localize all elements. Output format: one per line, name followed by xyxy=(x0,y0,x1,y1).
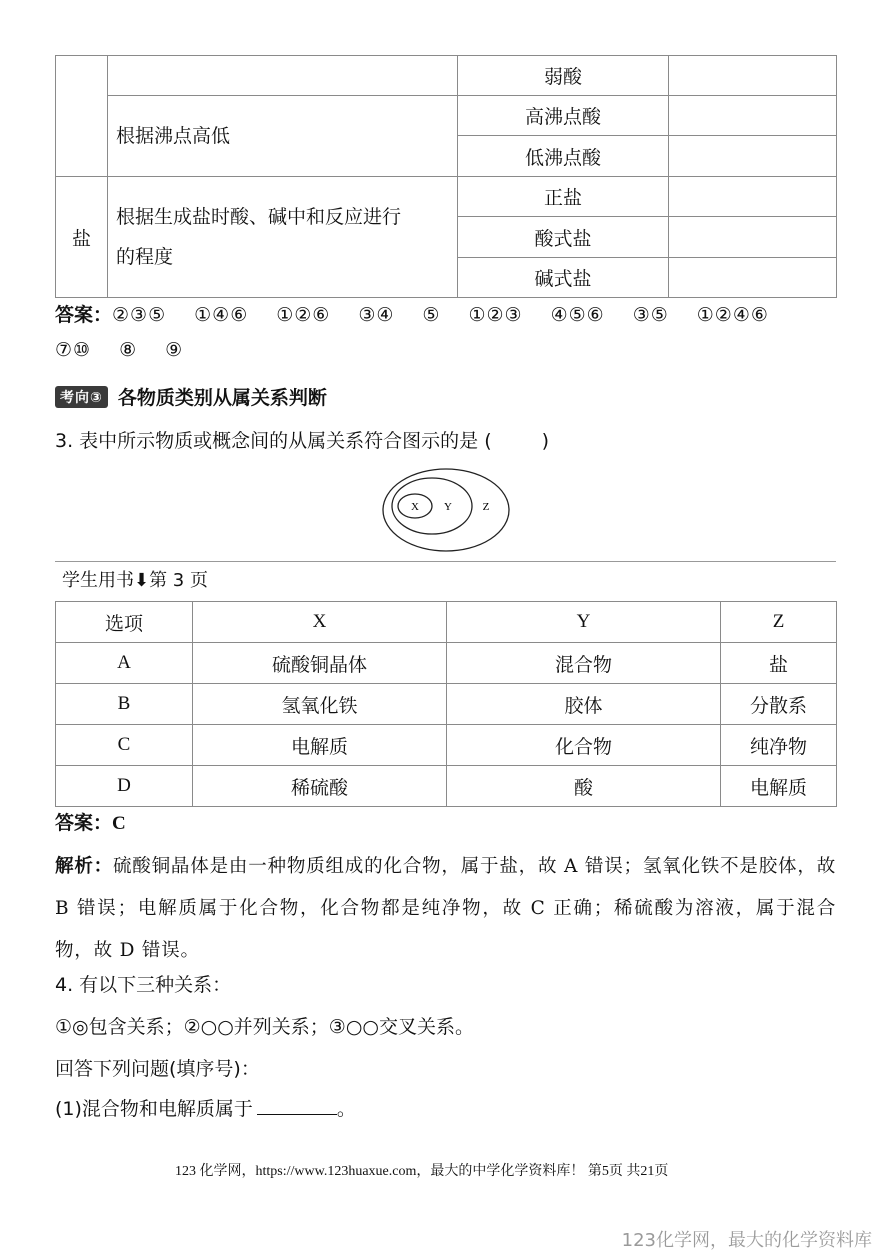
answer-code: ①②③ xyxy=(468,304,523,326)
table-row xyxy=(56,643,837,684)
basis-cell xyxy=(108,177,458,298)
category-cell-empty xyxy=(56,56,108,177)
answer-code: ⑨ xyxy=(165,339,184,361)
type-cell: 酸式盐 xyxy=(458,217,669,258)
question-3-text: 3. 表中所示物质或概念间的从属关系符合图示的是 ( xyxy=(55,430,492,452)
table-header-row xyxy=(56,602,837,643)
option-cell: D xyxy=(56,766,193,807)
basis-cell xyxy=(108,56,458,96)
book-page-note: 学生用书⬇第 3 页 xyxy=(62,570,208,591)
answer-code: ④⑤⑥ xyxy=(550,304,605,326)
answer-code: ②③⑤ xyxy=(112,304,167,326)
section-title: 各物质类别从属关系判断 xyxy=(117,387,327,409)
question-4-relations: ①◎包含关系；②○○并列关系；③○○交叉关系。 xyxy=(55,1016,474,1038)
divider-line xyxy=(55,561,836,562)
answer-code: ①②④⑥ xyxy=(696,304,769,326)
answer-value: C xyxy=(112,813,126,834)
answer-code: ③④ xyxy=(358,304,395,326)
table-row xyxy=(56,725,837,766)
z-cell: 盐 xyxy=(721,643,837,684)
z-cell: 分散系 xyxy=(721,684,837,725)
table-row xyxy=(56,766,837,807)
venn-y-label: Y xyxy=(444,501,452,513)
answer-cell xyxy=(669,177,837,217)
analysis-text: 硫酸铜晶体是由一种物质组成的化合物，属于盐，故 A 错误；氢氧化铁不是胶体，故 B 错误；电解质属于化合物，化合物都是纯净物，故 C 正确；稀硫酸为溶液，属于混合物，故 D 错误。 xyxy=(55,856,837,961)
header-cell: X xyxy=(193,602,447,643)
question-4-title: 4. 有以下三种关系： xyxy=(55,974,232,996)
question-4-part-1-text: (1)混合物和电解质属于 xyxy=(55,1098,253,1120)
question-3-paren-close: ) xyxy=(541,430,550,452)
basis-line-1: 根据生成盐时酸、碱中和反应进行 xyxy=(116,206,402,228)
answer-cell xyxy=(669,96,837,136)
analysis-paragraph xyxy=(55,846,836,972)
section-badge: 考向③ xyxy=(55,386,108,408)
question-3 xyxy=(55,426,549,453)
option-cell: A xyxy=(56,643,193,684)
section-heading xyxy=(55,383,327,410)
answer-blank[interactable] xyxy=(257,1096,337,1115)
x-cell: 稀硫酸 xyxy=(193,766,447,807)
basis-cell: 根据沸点高低 xyxy=(108,96,458,177)
answer-block-1 xyxy=(55,300,797,361)
question-4-part-1: (1)混合物和电解质属于 。 xyxy=(55,1098,356,1120)
z-cell: 电解质 xyxy=(721,766,837,807)
type-cell: 弱酸 xyxy=(458,56,669,96)
y-cell: 酸 xyxy=(447,766,721,807)
y-cell: 化合物 xyxy=(447,725,721,766)
analysis-label: 解析： xyxy=(55,856,113,877)
option-cell: C xyxy=(56,725,193,766)
answer-cell xyxy=(669,136,837,177)
answer-cell xyxy=(669,56,837,96)
answer-codes-line2 xyxy=(55,339,797,361)
answer-code: ⑦⑩ xyxy=(55,339,92,361)
options-table xyxy=(55,601,837,807)
z-cell: 纯净物 xyxy=(721,725,837,766)
answer-label: 答案： xyxy=(55,812,113,834)
header-cell: Y xyxy=(447,602,721,643)
y-cell: 混合物 xyxy=(447,643,721,684)
x-cell: 氢氧化铁 xyxy=(193,684,447,725)
answer-code: ⑧ xyxy=(119,339,138,361)
answer-label: 答案： xyxy=(55,304,113,326)
header-cell: Z xyxy=(721,602,837,643)
answer-codes xyxy=(112,304,797,326)
answer-code: ⑤ xyxy=(422,304,441,326)
option-cell: B xyxy=(56,684,193,725)
page-footer: 123 化学网，https://www.123huaxue.com，最大的中学化学资料库！ 第5页 共21页 xyxy=(175,1164,669,1179)
answer-cell xyxy=(669,258,837,298)
answer-code: ③⑤ xyxy=(632,304,669,326)
watermark: 123化学网，最大的化学资料库 xyxy=(621,1230,872,1251)
venn-x-label: X xyxy=(411,501,419,513)
basis-line-2: 的程度 xyxy=(116,246,174,268)
x-cell: 硫酸铜晶体 xyxy=(193,643,447,684)
venn-diagram xyxy=(380,466,512,554)
category-cell: 盐 xyxy=(56,177,108,298)
table-row xyxy=(56,684,837,725)
header-cell: 选项 xyxy=(56,602,193,643)
answer-cell xyxy=(669,217,837,258)
y-cell: 胶体 xyxy=(447,684,721,725)
answer-code: ①④⑥ xyxy=(194,304,249,326)
type-cell: 碱式盐 xyxy=(458,258,669,298)
answer-code: ①②⑥ xyxy=(276,304,331,326)
type-cell: 正盐 xyxy=(458,177,669,217)
question-4-instruction: 回答下列问题(填序号)： xyxy=(55,1058,260,1080)
x-cell: 电解质 xyxy=(193,725,447,766)
classification-table xyxy=(55,55,837,298)
type-cell: 高沸点酸 xyxy=(458,96,669,136)
type-cell: 低沸点酸 xyxy=(458,136,669,177)
venn-z-label: Z xyxy=(482,501,490,513)
answer-block-2 xyxy=(55,808,126,835)
